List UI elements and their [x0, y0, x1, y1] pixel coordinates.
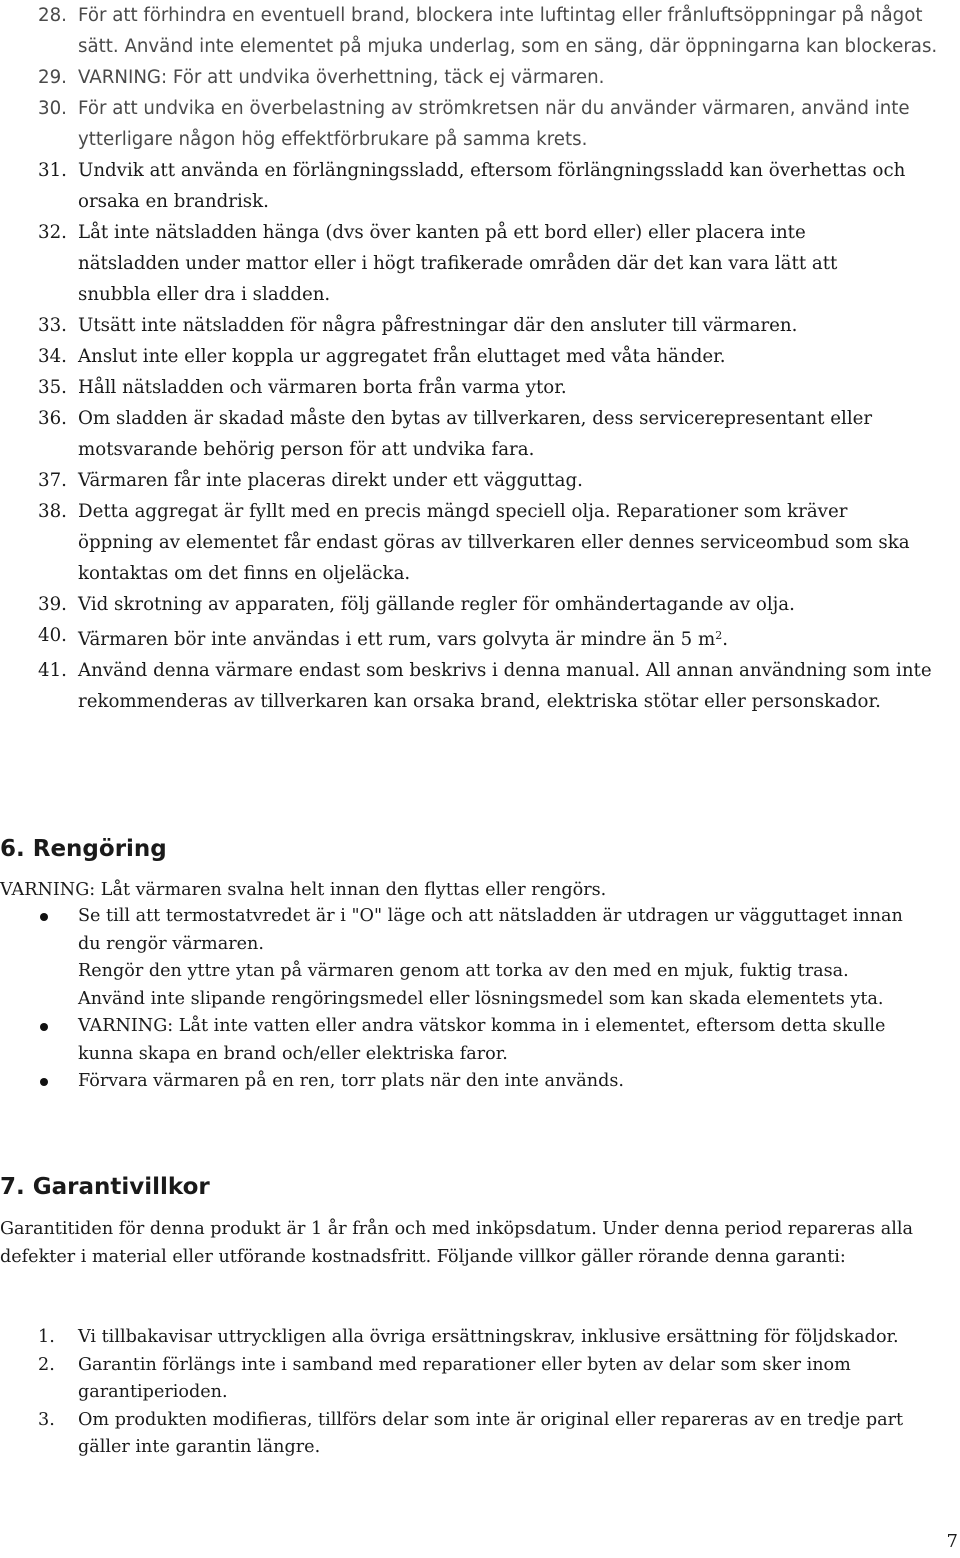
item-number: 34.: [38, 346, 67, 367]
list-item: [0, 93, 960, 155]
item-text: Värmaren bör inte användas i ett rum, vars golvyta är mindre än 5 m: [78, 629, 716, 650]
bullet-line: Förvara värmaren på en ren, torr plats när den inte används.: [78, 1071, 625, 1091]
list-item: [0, 62, 960, 93]
item-text: För att förhindra en eventuell brand, blockera inte luftintag eller frånluftsöppningar på något sätt. Använd inte elementet på mjuka underlag, som en säng, där öppningarna kan blockeras.: [78, 5, 938, 57]
list-item: [0, 655, 960, 717]
list-item: [0, 589, 960, 620]
warranty-terms-list: [0, 1324, 960, 1462]
item-number: 37.: [38, 470, 67, 491]
item-number: 41.: [38, 660, 67, 681]
item-number: 38.: [38, 501, 67, 522]
item-text: VARNING: För att undvika överhettning, täck ej värmaren.: [78, 67, 605, 88]
list-item: [0, 341, 960, 372]
list-item: [0, 403, 960, 465]
item-text: Anslut inte eller koppla ur aggregatet från eluttaget med våta händer.: [78, 346, 726, 367]
list-item: [0, 903, 960, 1013]
superscript: 2: [715, 629, 723, 642]
item-text: Undvik att använda en förlängningssladd, eftersom förlängningssladd kan överhettas och orsaka en brandrisk.: [78, 160, 906, 212]
list-item: [0, 372, 960, 403]
item-text: För att undvika en överbelastning av strömkretsen när du använder värmaren, använd inte ytterligare någon hög effektförbrukare på samma krets.: [78, 98, 910, 150]
list-item: [0, 155, 960, 217]
bullet-icon: [40, 913, 48, 921]
item-text: Garantin förlängs inte i samband med reparationer eller byten av delar som sker inom garantiperioden.: [78, 1354, 851, 1402]
section-heading-warranty: 7. Garantivillkor: [0, 1174, 210, 1200]
bullet-icon: [40, 1023, 48, 1031]
item-text: Vi tillbakavisar uttryckligen alla övriga ersättningskrav, inklusive ersättning för följdskador.: [78, 1327, 899, 1347]
item-text: Använd denna värmare endast som beskrivs i denna manual. All annan användning som inte rekommenderas av tillverkaren kan orsaka brand, elektriska stötar eller personskador.: [78, 660, 932, 712]
section-heading-cleaning: 6. Rengöring: [0, 836, 167, 862]
bullet-line: Rengör den yttre ytan på värmaren genom att torka av den med en mjuk, fuktig trasa. Använd inte slipande rengöringsmedel eller lösningsmedel som kan skada elementets yta.: [78, 961, 884, 1009]
item-number: 1.: [38, 1327, 55, 1347]
item-number: 33.: [38, 315, 67, 336]
bullet-icon: [40, 1078, 48, 1086]
list-item: [0, 310, 960, 341]
list-item: [0, 496, 960, 589]
list-item: [0, 1352, 960, 1407]
item-text: Utsätt inte nätsladden för några påfrestningar där den ansluter till värmaren.: [78, 315, 798, 336]
item-text: Om sladden är skadad måste den bytas av tillverkaren, dess servicerepresentant eller motsvarande behörig person för att undvika fara.: [78, 408, 873, 460]
item-number: 32.: [38, 222, 67, 243]
bullet-line: Se till att termostatvredet är i "O" läge och att nätsladden är utdragen ur vägguttaget innan du rengör värmaren.: [78, 906, 903, 954]
item-number: 2.: [38, 1354, 55, 1375]
bullet-line: VARNING: Låt inte vatten eller andra vätskor komma in i elementet, eftersom detta skulle kunna skapa en brand och/eller elektriska faror.: [78, 1016, 886, 1064]
list-item: [0, 1068, 960, 1096]
item-number: 31.: [38, 160, 67, 181]
item-number: 40.: [38, 625, 67, 646]
item-number: 3.: [38, 1409, 55, 1430]
list-item: [0, 465, 960, 496]
list-item: [0, 1013, 960, 1068]
item-text: Låt inte nätsladden hänga (dvs över kanten på ett bord eller) eller placera inte nätsladden under mattor eller i högt trafikerade områden där det kan vara lätt att snubbla eller dra i sladden.: [78, 222, 838, 305]
list-item: [0, 217, 960, 310]
list-item: [0, 1324, 960, 1352]
safety-instructions-list: [0, 0, 960, 717]
cleaning-bullets: [0, 903, 960, 1096]
item-number: 30.: [38, 98, 67, 119]
item-text: Värmaren får inte placeras direkt under ett vägguttag.: [78, 470, 583, 491]
cleaning-warning: VARNING: Låt värmaren svalna helt innan den flyttas eller rengörs.: [0, 880, 607, 900]
item-text: Om produkten modifieras, tillförs delar som inte är original eller repareras av en tredje part gäller inte garantin längre.: [78, 1409, 904, 1457]
item-number: 28.: [38, 5, 67, 26]
page-number: 7: [946, 1531, 958, 1552]
item-number: 39.: [38, 594, 67, 615]
item-number: 36.: [38, 408, 67, 429]
list-item: [0, 620, 960, 655]
list-item: [0, 1407, 960, 1462]
item-text: Detta aggregat är fyllt med en precis mängd speciell olja. Reparationer som kräver öppning av elementet får endast göras av tillverkaren eller dennes serviceombud som ska kontaktas om det finns en oljeläcka.: [78, 501, 910, 584]
item-number: 29.: [38, 67, 67, 88]
item-text: Håll nätsladden och värmaren borta från varma ytor.: [78, 377, 567, 398]
item-number: 35.: [38, 377, 67, 398]
item-text: Vid skrotning av apparaten, följ gällande regler för omhändertagande av olja.: [78, 594, 795, 615]
list-item: [0, 0, 960, 62]
warranty-intro: Garantitiden för denna produkt är 1 år från och med inköpsdatum. Under denna period repareras alla defekter i material eller utförande kostnadsfritt. Följande villkor gäller rörande denna garanti:: [0, 1219, 913, 1267]
item-text-tail: .: [722, 629, 728, 650]
